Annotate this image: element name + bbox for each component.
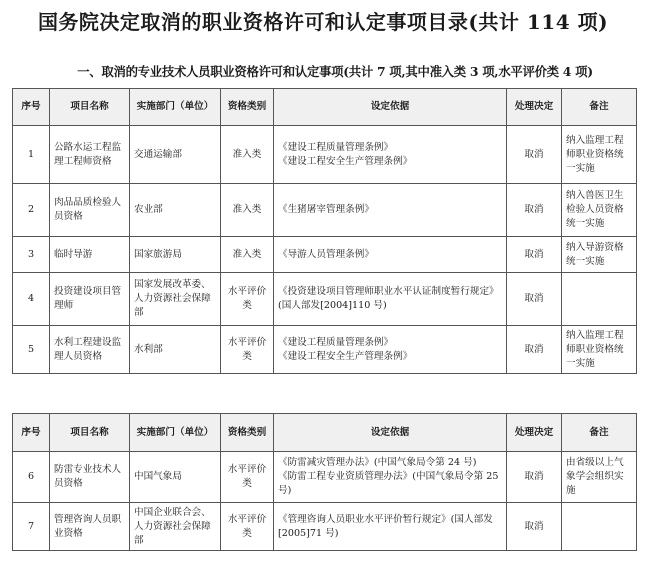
cell-no: 1	[13, 126, 50, 184]
header-category: 资格类别	[221, 414, 274, 452]
cell-decision: 取消	[507, 184, 562, 237]
basis-line: 《建设工程质量管理条例》	[278, 336, 394, 348]
cell-no: 2	[13, 184, 50, 237]
table-row	[13, 326, 637, 374]
cell-decision: 取消	[507, 237, 562, 273]
cell-name: 公路水运工程监理工程师资格	[50, 126, 130, 184]
cell-basis	[274, 126, 507, 184]
table-row	[13, 273, 637, 326]
header-no: 序号	[13, 414, 50, 452]
cell-basis	[274, 503, 507, 551]
cell-no: 6	[13, 452, 50, 503]
qualification-table-1	[12, 88, 637, 374]
basis-line: 《建设工程安全生产管理条例》	[278, 350, 413, 362]
table-row	[13, 237, 637, 273]
cell-basis	[274, 273, 507, 326]
cell-remark	[562, 273, 637, 326]
cell-no: 7	[13, 503, 50, 551]
cell-name: 水利工程建设监理人员资格	[50, 326, 130, 374]
basis-line: 《投资建设项目管理师职业水平认证制度暂行规定》(国人部发[2004]110 号)	[278, 286, 499, 311]
basis-line: 《建设工程安全生产管理条例》	[278, 155, 413, 167]
cell-decision: 取消	[507, 452, 562, 503]
cell-decision: 取消	[507, 503, 562, 551]
cell-decision: 取消	[507, 326, 562, 374]
cell-dept: 水利部	[130, 326, 221, 374]
cell-category: 准入类	[221, 126, 274, 184]
cell-dept: 中国企业联合会、人力资源社会保障部	[130, 503, 221, 551]
header-remark: 备注	[562, 89, 637, 126]
cell-remark	[562, 503, 637, 551]
basis-line: 《防雷工程专业资质管理办法》(中国气象局令第 25 号)	[278, 471, 499, 496]
header-category: 资格类别	[221, 89, 274, 126]
cell-basis	[274, 184, 507, 237]
cell-name: 管理咨询人员职业资格	[50, 503, 130, 551]
cell-category: 准入类	[221, 237, 274, 273]
cell-decision: 取消	[507, 126, 562, 184]
table-row	[13, 126, 637, 184]
cell-category: 准入类	[221, 184, 274, 237]
cell-remark: 纳入兽医卫生检验人员资格统一实施	[562, 184, 637, 237]
cell-dept: 中国气象局	[130, 452, 221, 503]
table-row	[13, 452, 637, 503]
cell-category: 水平评价类	[221, 503, 274, 551]
cell-remark: 纳入导游资格统一实施	[562, 237, 637, 273]
cell-name: 防雷专业技术人员资格	[50, 452, 130, 503]
basis-line: 《管理咨询人员职业水平评价暂行规定》(国人部发[2005]71 号)	[278, 513, 493, 539]
cell-name: 临时导游	[50, 237, 130, 273]
cell-no: 5	[13, 326, 50, 374]
table-row	[13, 503, 637, 551]
basis-line: 《防雷减灾管理办法》(中国气象局令第 24 号)	[278, 457, 477, 468]
cell-dept: 交通运输部	[130, 126, 221, 184]
cell-remark: 纳入监理工程师职业资格统一实施	[562, 126, 637, 184]
header-dept: 实施部门（单位）	[130, 414, 221, 452]
cell-category: 水平评价类	[221, 273, 274, 326]
cell-name: 肉品品质检验人员资格	[50, 184, 130, 237]
header-basis: 设定依据	[274, 414, 507, 452]
cell-category: 水平评价类	[221, 452, 274, 503]
cell-name: 投资建设项目管理师	[50, 273, 130, 326]
basis-line: 《生猪屠宰管理条例》	[278, 204, 374, 215]
header-name: 项目名称	[50, 89, 130, 126]
header-decision: 处理决定	[507, 414, 562, 452]
table-row	[13, 184, 637, 237]
header-dept: 实施部门（单位）	[130, 89, 221, 126]
header-no: 序号	[13, 89, 50, 126]
section-subtitle: 一、取消的专业技术人员职业资格许可和认定事项(共计 7 项,其中准入类 3 项,水平评价类 4 项)	[77, 64, 593, 79]
cell-category: 水平评价类	[221, 326, 274, 374]
page-title: 国务院决定取消的职业资格许可和认定事项目录(共计 114 项)	[37, 10, 609, 34]
cell-basis	[274, 452, 507, 503]
cell-basis	[274, 326, 507, 374]
cell-remark: 纳入监理工程师职业资格统一实施	[562, 326, 637, 374]
qualification-table-2	[12, 413, 637, 551]
header-basis: 设定依据	[274, 89, 507, 126]
cell-no: 4	[13, 273, 50, 326]
cell-decision: 取消	[507, 273, 562, 326]
cell-no: 3	[13, 237, 50, 273]
basis-line: 《建设工程质量管理条例》	[278, 141, 394, 153]
table-header-row	[13, 414, 637, 452]
header-name: 项目名称	[50, 414, 130, 452]
cell-basis	[274, 237, 507, 273]
header-remark: 备注	[562, 414, 637, 452]
cell-remark: 由省级以上气象学会组织实施	[562, 452, 637, 503]
table-header-row	[13, 89, 637, 126]
header-decision: 处理决定	[507, 89, 562, 126]
cell-dept: 国家发展改革委、人力资源社会保障部	[130, 273, 221, 326]
basis-line: 《导游人员管理条例》	[278, 248, 374, 260]
cell-dept: 农业部	[130, 184, 221, 237]
cell-dept: 国家旅游局	[130, 237, 221, 273]
